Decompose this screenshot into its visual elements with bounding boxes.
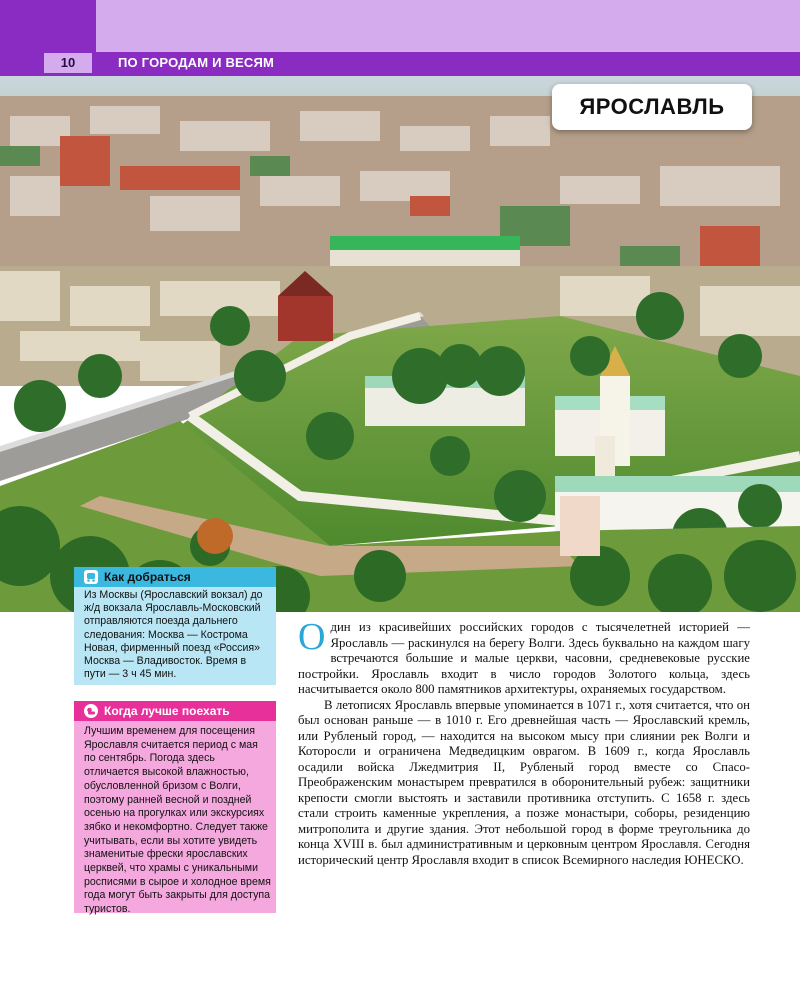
weather-icon [84,704,98,718]
article-paragraph-1-text: дин из красивейших российских городов с тысячелетней историей — Ярославль — раскинулся на берегу Волги. Здесь буквально на каждом шагу встречаются большие и малые церкви, часовни, средневековые русские постройки. Ярославль входит в число городов Золотого кольца, здесь насчитывается около 800 памятников архитектуры, охраняемых государством. [298,620,750,696]
section-title: ПО ГОРОДАМ И ВЕСЯМ [118,55,275,70]
best-time-text: Лучшим временем для посещения Ярославля считается период с мая по сентябрь. Погода здесь отличается высокой влажностью, обусловленной бризом с Волги, поэтому ранней весной и поздней осенью на прогулках или экскурсиях зябко и некомфортно. Следует также учитывать, если вы хотите увидеть знаменитые фрески ярославских церквей, что храмы с уникальными росписями в сырое и холодное время года могут быть закрыты для доступа туристов. [84,725,271,916]
how-to-get-header [74,567,276,587]
how-to-get-box [74,567,276,685]
top-band [0,0,800,56]
city-title: ЯРОСЛАВЛЬ [552,84,752,130]
best-time-title: Когда лучше поехать [104,704,230,718]
article-body [298,616,750,868]
how-to-get-title: Как добраться [104,570,191,584]
page-number: 10 [44,53,92,73]
best-time-box [74,701,276,916]
car-icon [84,570,98,584]
article-paragraph-1 [298,616,750,698]
article-paragraph-2: В летописях Ярославль впервые упоминается в 1071 г., хотя считается, что он был основан раньше — в 1010 г. Его древнейшая часть — Ярославский кремль, или Рубленый город, — находится на высоком мысу при слиянии рек Волги и Которосли и ограничена Медведицким оврагом. В 1609 г., когда Ярославль осадили войска Лжедмитрия II, Рубленый город вместе со Спасо-Преображенским монастырем превратился в оборонительный рубеж: защитники крепости смогли выстоять и заставили противника отступить. С 1658 г. здесь стали строить каменные укрепления, а позже монастыри, соборы, резиденцию митрополита и другие здания. Этот небольшой город в форме треугольника до конца XVIII в. был административным и церковным центром Ярославля. Сегодня исторический центр Ярославля входит в список Всемирного наследия ЮНЕСКО. [298,697,750,867]
drop-cap: О [298,616,326,658]
photo-illustration [0,76,800,612]
how-to-get-text: Из Москвы (Ярославский вокзал) до ж/д вокзала Ярославль-Московский отправляются поезда дальнего следования: Москва — Кострома Новая, фирменный поезд «Россия» Москва — Владивосток. Время в пути — 3 ч 45 мин. [84,589,263,681]
city-aerial-photo [0,76,800,612]
best-time-header [74,701,276,721]
